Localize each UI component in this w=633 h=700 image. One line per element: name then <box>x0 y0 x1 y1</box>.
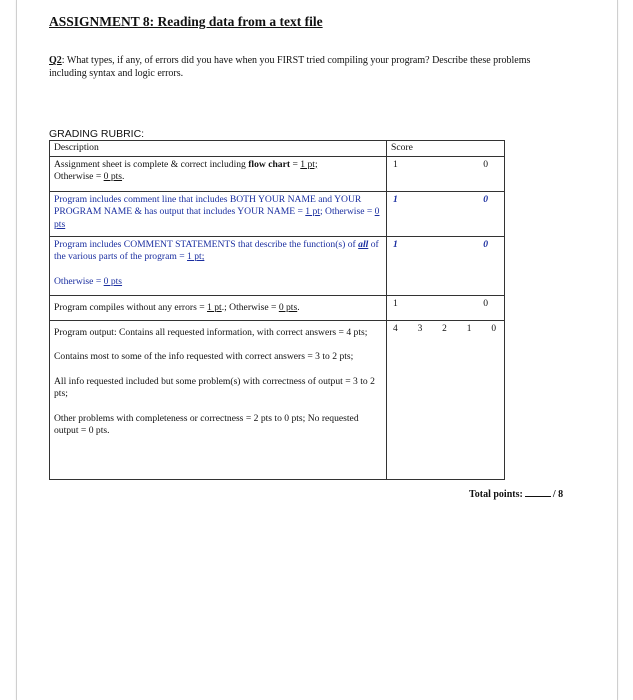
score-high: 1 <box>393 158 398 170</box>
score-high: 1 <box>393 297 398 309</box>
rubric-row-program-output <box>50 320 505 479</box>
rubric-row-description <box>50 320 387 479</box>
score-low: 0 <box>483 297 488 309</box>
score-4: 4 <box>393 323 398 334</box>
score-1: 1 <box>466 323 472 334</box>
description-header: Description <box>50 141 387 157</box>
total-points <box>469 489 563 500</box>
rubric-row-compiles <box>50 295 505 320</box>
rubric-header-row <box>50 141 505 157</box>
rubric-row-score <box>387 320 505 479</box>
total-label: Total points: <box>469 489 523 500</box>
total-out-of: / 8 <box>552 489 564 500</box>
rubric-row-name-comment <box>50 191 505 236</box>
rubric-heading: GRADING RUBRIC: <box>49 128 145 140</box>
score-0: 0 <box>491 323 496 334</box>
rubric-row-description: Program includes COMMENT STATEMENTS that describe the function(s) of all of the various parts of the program = 1 pt; Otherwise = 0 pts <box>50 236 387 295</box>
output-criterion: All info requested included but some problem(s) with correctness of output = 3 to 2 pts; <box>54 375 375 399</box>
assignment-title: ASSIGNMENT 8: Reading data from a text file <box>49 14 323 29</box>
score-low: 0 <box>483 193 488 205</box>
output-criterion: Contains most to some of the info requested with correct answers = 3 to 2 pts; <box>54 351 354 362</box>
score-high: 1 <box>393 193 398 205</box>
score-low: 0 <box>483 158 488 170</box>
question-text: : What types, if any, of errors did you have when you FIRST tried compiling your program? Describe these problems including syntax and logic errors. <box>49 55 531 79</box>
grading-rubric-table <box>49 140 505 480</box>
question-q2 <box>49 54 559 80</box>
score-high: 1 <box>393 238 398 250</box>
rubric-row-score <box>387 295 505 320</box>
score-low: 0 <box>483 238 488 250</box>
total-blank-line <box>525 496 551 497</box>
score-header: Score <box>387 141 505 157</box>
rubric-row-score <box>387 236 505 295</box>
rubric-row-description: Program compiles without any errors = 1 pt.; Otherwise = 0 pts. <box>50 295 387 320</box>
rubric-row-description: Program includes comment line that includes BOTH YOUR NAME and YOUR PROGRAM NAME & has output that includes YOUR NAME = 1 pt; Otherwise = 0 pts <box>50 191 387 236</box>
rubric-row-comment-statements <box>50 236 505 295</box>
output-criterion: Other problems with completeness or correctness = 2 pts to 0 pts; No requested output = 0 pts. <box>54 412 359 436</box>
score-3: 3 <box>417 323 423 334</box>
rubric-row-score <box>387 191 505 236</box>
question-number: Q2 <box>49 55 62 66</box>
rubric-row-description: Assignment sheet is complete & correct including flow chart = 1 pt; Otherwise = 0 pts. <box>50 156 387 191</box>
score-2: 2 <box>442 323 447 334</box>
output-criterion: Program output: Contains all requested information, with correct answers = 4 pts; <box>54 326 368 338</box>
rubric-row-flowchart <box>50 156 505 191</box>
rubric-row-score <box>387 156 505 191</box>
